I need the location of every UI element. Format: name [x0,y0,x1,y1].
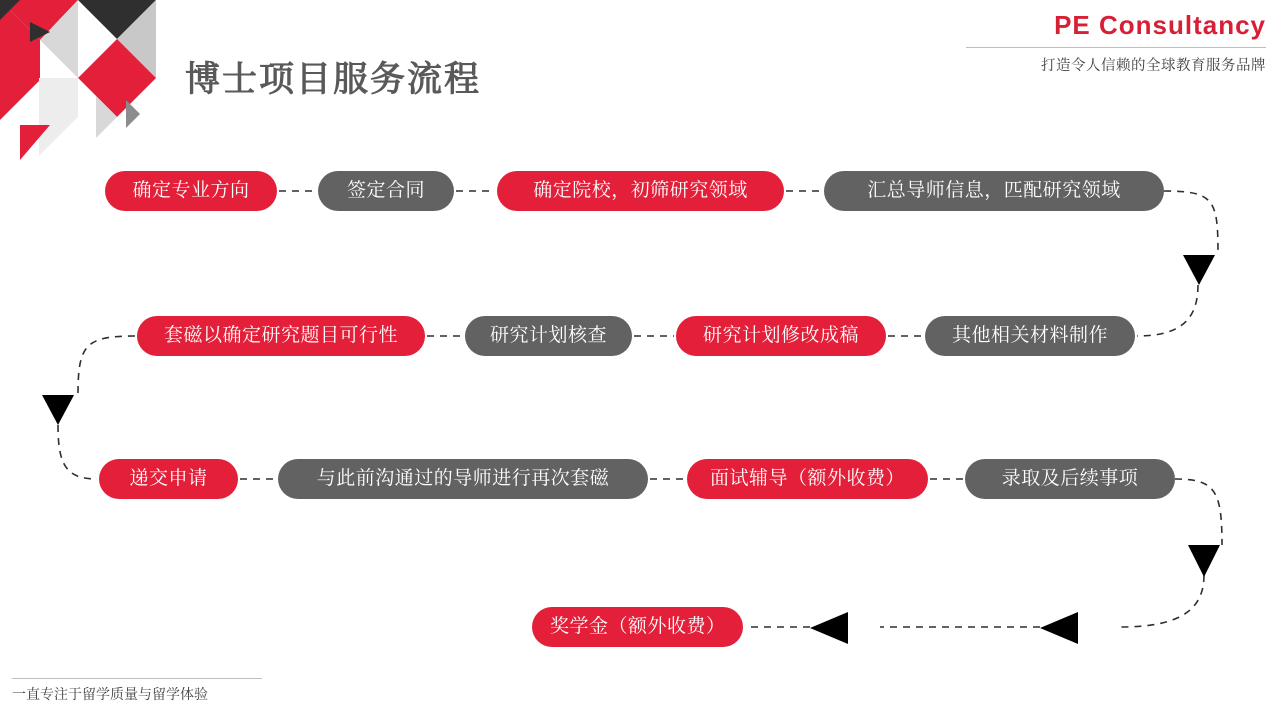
page-title: 博士项目服务流程 [185,60,482,99]
flow-node[interactable]: 奖学金（额外收费） [532,607,743,647]
flow-node[interactable]: 录取及后续事项 [965,459,1175,499]
flow-node[interactable]: 递交申请 [99,459,238,499]
flow-node[interactable]: 与此前沟通过的导师进行再次套磁 [278,459,648,499]
brand-logo: PE Consultancy [1054,10,1266,40]
flow-node[interactable]: 面试辅导（额外收费） [687,459,928,499]
flow-node[interactable]: 研究计划修改成稿 [676,316,886,356]
flow-node[interactable]: 确定专业方向 [105,171,277,211]
flow-node[interactable]: 确定院校，初筛研究领域 [497,171,784,211]
footer [12,678,262,704]
flow-node[interactable]: 其他相关材料制作 [925,316,1135,356]
flow-node[interactable]: 汇总导师信息，匹配研究领域 [824,171,1164,211]
flow-node[interactable]: 套磁以确定研究题目可行性 [137,316,425,356]
flow-node[interactable]: 研究计划核查 [465,316,632,356]
brand-tagline: 打造令人信赖的全球教育服务品牌 [1041,58,1266,74]
footer-divider [12,678,262,679]
flow-node[interactable]: 签定合同 [318,171,454,211]
footer-text: 一直专注于留学质量与留学体验 [12,686,208,702]
